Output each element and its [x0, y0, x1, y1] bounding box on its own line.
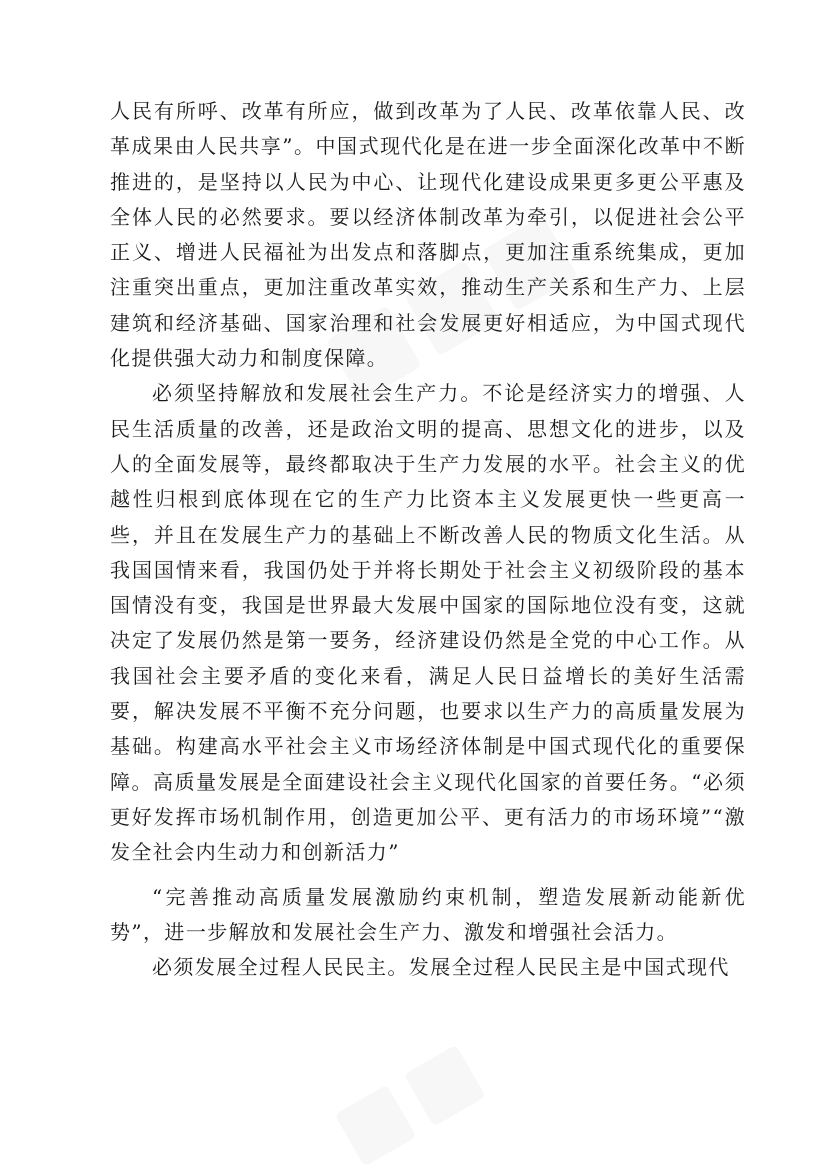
paragraph-3: “完善推动高质量发展激励约束机制，塑造发展新动能新优势”，进一步解放和发展社会生产力、激发和增强社会活力。 [110, 884, 746, 944]
paragraph-2: 必须坚持解放和发展社会生产力。不论是经济实力的增强、人民生活质量的改善，还是政治文明的提高、思想文化的进步，以及人的全面发展等，最终都取决于生产力发展的水平。社会主义的优越性归根到底体现在它的生产力比资本主义发展更快一些更高一些，并且在发展生产力的基础上不断改善人民的物质文化生活。从我国国情来看，我国仍处于并将长期处于社会主义初级阶段的基本国情没有变，我国是世界最大发展中国家的国际地位没有变，这就决定了发展仍然是第一要务，经济建设仍然是全党的中心工作。从我国社会主要矛盾的变化来看，满足人民日益增长的美好生活需要，解决发展不平衡不充分问题，也要求以生产力的高质量发展为基础。构建高水平社会主义市场经济体制是中国式现代化的重要保障。高质量发展是全面建设社会主义现代化国家的首要任务。“必须更好发挥市场机制作用，创造更加公平、更有活力的市场环境”“激发全社会内生动力和创新活力” [110, 381, 746, 865]
paragraph-4: 必须发展全过程人民民主。发展全过程人民民主是中国式现代 [152, 955, 730, 980]
paragraph-1: 人民有所呼、改革有所应，做到改革为了人民、改革依靠人民、改革成果由人民共享”。中国式现代化是在进一步全面深化改革中不断推进的，是坚持以人民为中心、让现代化建设成果更多更公平惠及全体人民的必然要求。要以经济体制改革为牵引，以促进社会公平正义、增进人民福祉为出发点和落脚点，更加注重系统集成，更加注重突出重点，更加注重改革实效，推动生产关系和生产力、上层建筑和经济基础、国家治理和社会发展更好相适应，为中国式现代化提供强大动力和制度保障。 [110, 99, 746, 371]
document-body [110, 94, 746, 985]
